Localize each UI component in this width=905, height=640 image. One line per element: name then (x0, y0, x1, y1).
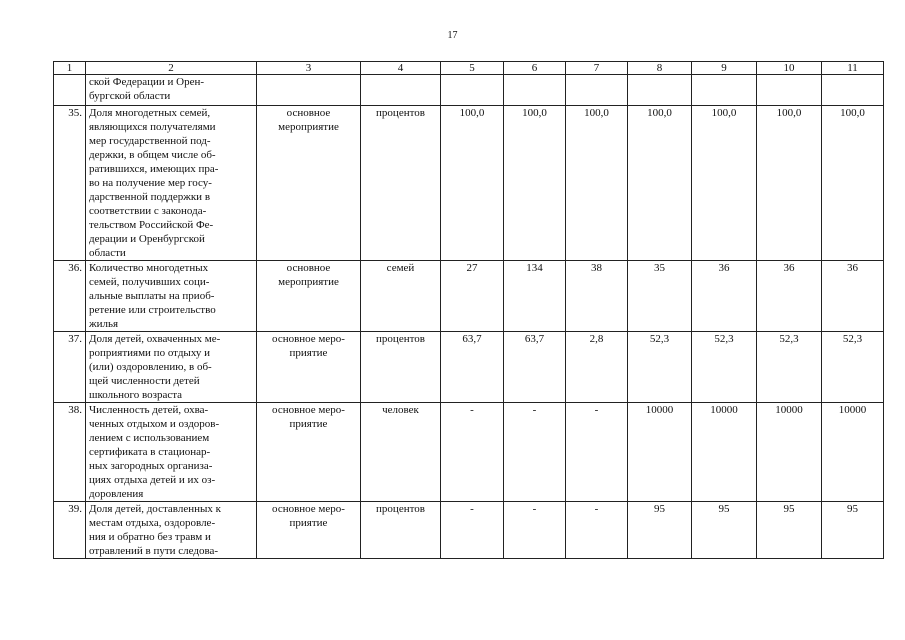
value-cell: 36 (822, 261, 884, 332)
column-header: 6 (504, 62, 566, 75)
row-number: 37. (54, 332, 86, 403)
value-cell: 63,7 (504, 332, 566, 403)
indicator-name: Доля многодетных семей, являющихся получателями мер государственной под- держки, в общем числе об- ратившихся, имеющих пра- во на получение мер госу- дарственной поддержки в соответствии с законода- тельством Российской Фе- дерации и Оренбургской области (86, 106, 257, 261)
value-cell: 100,0 (566, 106, 628, 261)
value-cell: - (441, 502, 504, 559)
event-type: основное мероприятие (257, 261, 361, 332)
indicator-name: Доля детей, охваченных ме- роприятиями по отдыху и (или) оздоровлению, в об- щей численности детей школьного возраста (86, 332, 257, 403)
event-type (257, 75, 361, 106)
column-header: 9 (692, 62, 757, 75)
unit: процентов (361, 332, 441, 403)
value-cell: 10000 (822, 403, 884, 502)
page-number: 17 (447, 30, 458, 41)
value-cell (822, 75, 884, 106)
value-cell: 95 (822, 502, 884, 559)
value-cell: 10000 (692, 403, 757, 502)
value-cell: - (504, 403, 566, 502)
value-cell: 63,7 (441, 332, 504, 403)
column-header: 7 (566, 62, 628, 75)
value-cell: 10000 (628, 403, 692, 502)
unit: процентов (361, 106, 441, 261)
value-cell: 52,3 (692, 332, 757, 403)
indicator-name: Доля детей, доставленных к местам отдыха, оздоровле- ния и обратно без травм и отравлений в пути следова- (86, 502, 257, 559)
value-cell: 52,3 (757, 332, 822, 403)
value-cell: 134 (504, 261, 566, 332)
continuation-row (54, 75, 884, 106)
value-cell: 100,0 (822, 106, 884, 261)
column-header: 10 (757, 62, 822, 75)
indicator-name: Количество многодетных семей, получивших соци- альные выплаты на приоб- ретение или строительство жилья (86, 261, 257, 332)
value-cell (566, 75, 628, 106)
column-header: 11 (822, 62, 884, 75)
column-header: 5 (441, 62, 504, 75)
value-cell (441, 75, 504, 106)
value-cell: 95 (692, 502, 757, 559)
indicator-name: Численность детей, охва- ченных отдыхом и оздоров- лением с использованием сертификата в стационар- ных загородных организа- циях отдыха детей и их оз- доровления (86, 403, 257, 502)
value-cell: 38 (566, 261, 628, 332)
indicators-table (53, 61, 884, 559)
row-number: 35. (54, 106, 86, 261)
value-cell: 27 (441, 261, 504, 332)
value-cell: 100,0 (692, 106, 757, 261)
unit: семей (361, 261, 441, 332)
column-header: 4 (361, 62, 441, 75)
column-header: 3 (257, 62, 361, 75)
table-row (54, 261, 884, 332)
column-header: 8 (628, 62, 692, 75)
value-cell: - (566, 403, 628, 502)
column-header: 1 (54, 62, 86, 75)
value-cell: - (441, 403, 504, 502)
indicator-name: ской Федерации и Орен- бургской области (86, 75, 257, 106)
value-cell: 36 (692, 261, 757, 332)
value-cell: 100,0 (441, 106, 504, 261)
unit: процентов (361, 502, 441, 559)
value-cell (757, 75, 822, 106)
unit (361, 75, 441, 106)
value-cell: 10000 (757, 403, 822, 502)
table-row (54, 403, 884, 502)
row-number: 36. (54, 261, 86, 332)
value-cell (504, 75, 566, 106)
row-number: 38. (54, 403, 86, 502)
header-row (54, 62, 884, 75)
value-cell: 100,0 (504, 106, 566, 261)
value-cell: - (504, 502, 566, 559)
value-cell (692, 75, 757, 106)
value-cell: 95 (628, 502, 692, 559)
value-cell: 52,3 (822, 332, 884, 403)
unit: человек (361, 403, 441, 502)
value-cell (628, 75, 692, 106)
value-cell: 36 (757, 261, 822, 332)
event-type: основное меро- приятие (257, 332, 361, 403)
event-type: основное меро- приятие (257, 403, 361, 502)
value-cell: 35 (628, 261, 692, 332)
event-type: основное мероприятие (257, 106, 361, 261)
value-cell: 95 (757, 502, 822, 559)
column-header: 2 (86, 62, 257, 75)
table-row (54, 332, 884, 403)
row-number (54, 75, 86, 106)
value-cell: - (566, 502, 628, 559)
value-cell: 52,3 (628, 332, 692, 403)
value-cell: 100,0 (757, 106, 822, 261)
value-cell: 2,8 (566, 332, 628, 403)
row-number: 39. (54, 502, 86, 559)
table-row (54, 502, 884, 559)
table-row (54, 106, 884, 261)
value-cell: 100,0 (628, 106, 692, 261)
event-type: основное меро- приятие (257, 502, 361, 559)
